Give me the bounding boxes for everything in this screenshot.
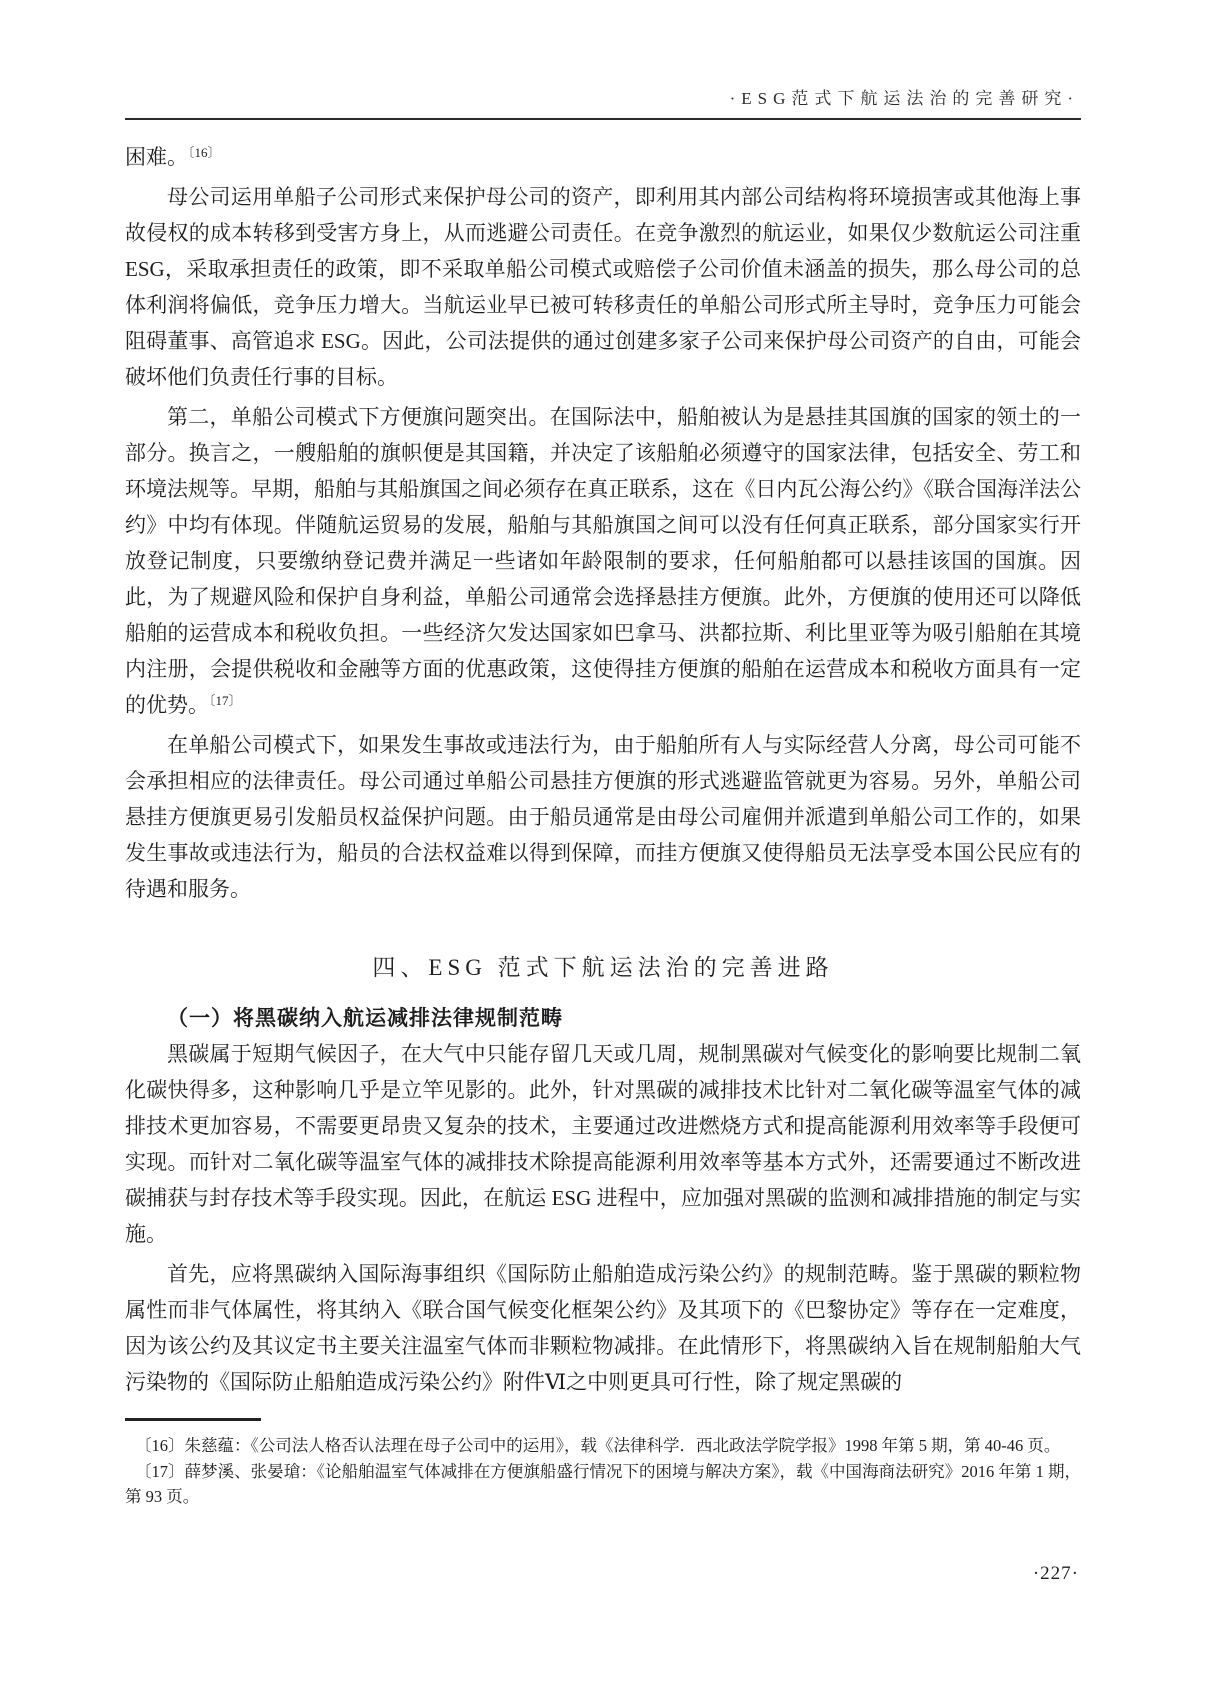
paragraph: 母公司运用单船子公司形式来保护母公司的资产，即利用其内部公司结构将环境损害或其他海上事故侵权的成本转移到受害方身上，从而逃避公司责任。在竞争激烈的航运业，如果仅少数航运公司注重 ESG，采取承担责任的政策，即不采取单船公司模式或赔偿子公司价值未涵盖的损失，那么母公司的总体利润将偏低，竞争压力增大。当航运业早已被可转移责任的单船公司形式所主导时，竞争压力可能会阻碍董事、高管追求 ESG。因此，公司法提供的通过创建多家子公司来保护母公司资产的自由，可能会破坏他们负责任行事的目标。 [125,185,1081,389]
paragraph-text: 第二，单船公司模式下方便旗问题突出。在国际法中，船舶被认为是悬挂其国旗的国家的领土的一部分。换言之，一艘船舶的旗帜便是其国籍，并决定了该船舶必须遵守的国家法律，包括安全、劳工和环境法规等。早期，船舶与其船旗国之间必须存在真正联系，这在《日内瓦公海公约》《联合国海洋法公约》中均有体现。伴随航运贸易的发展，船舶与其船旗国之间可以没有任何真正联系，部分国家实行开放登记制度，只要缴纳登记费并满足一些诸如年龄限制的要求，任何船舶都可以悬挂该国的国旗。因此，为了规避风险和保护自身利益，单船公司通常会选择悬挂方便旗。此外，方便旗的使用还可以降低船舶的运营成本和税收负担。一些经济欠发达国家如巴拿马、洪都拉斯、利比里亚等为吸引船舶在其境内注册，会提供税收和金融等方面的优惠政策，这使得挂方便旗的船舶在运营成本和税收方面具有一定的优势。 [125,405,1081,717]
paragraph: 在单船公司模式下，如果发生事故或违法行为，由于船舶所有人与实际经营人分离，母公司可能不会承担相应的法律责任。母公司通过单船公司悬挂方便旗的形式逃避监管就更为容易。另外，单船公司悬挂方便旗更易引发船员权益保护问题。由于船员通常是由母公司雇佣并派遣到单船公司工作的，如果发生事故或违法行为，船员的合法权益难以得到保障，而挂方便旗又使得船员无法享受本国公民应有的待遇和服务。 [125,733,1081,901]
paragraph: 首先，应将黑碳纳入国际海事组织《国际防止船舶造成污染公约》的规制范畴。鉴于黑碳的颗粒物属性而非气体属性，将其纳入《联合国气候变化框架公约》及其项下的《巴黎协定》等存在一定难度，因为该公约及其议定书主要关注温室气体而非颗粒物减排。在此情形下，将黑碳纳入旨在规制船舶大气污染物的《国际防止船舶造成污染公约》附件Ⅵ之中则更具可行性，除了规定黑碳的 [125,1262,1081,1394]
subsection-heading: （一）将黑碳纳入航运减排法律规制范畴 [167,1006,563,1030]
page-content [125,0,1081,1404]
footnote-ref-16: 〔16〕 [188,145,221,160]
footnote-ref-17: 〔17〕 [209,693,242,708]
running-header-title: ·ESG范式下航运法治的完善研究· [729,89,1079,108]
header-rule [125,118,1081,120]
section-heading: 四、ESG 范式下航运法治的完善进路 [372,955,834,980]
footnote-17: 〔17〕薛梦溪、张晏瑲：《论船舶温室气体减排在方便旗船盛行情况下的困境与解决方案》，载《中国海商法研究》2016 年第 1 期，第 93 页。 [125,1461,1081,1506]
footnote-16: 〔16〕朱慈蕴：《公司法人格否认法理在母子公司中的运用》，载《法律科学．西北政法学院学报》1998 年第 5 期，第 40-46 页。 [135,1436,1061,1455]
paragraph [125,399,1081,723]
paragraph-continuation [125,139,1081,175]
paragraph: 黑碳属于短期气候因子，在大气中只能存留几天或几周，规制黑碳对气候变化的影响要比规制二氧化碳快得多，这种影响几乎是立竿见影的。此外，针对黑碳的减排技术比针对二氧化碳等温室气体的减排技术更加容易，不需要更昂贵又复杂的技术，主要通过改进燃烧方式和提高能源利用效率等手段便可实现。而针对二氧化碳等温室气体的减排技术除提高能源利用效率等基本方式外，还需要通过不断改进碳捕获与封存技术等手段实现。因此，在航运 ESG 进程中，应加强对黑碳的监测和减排措施的制定与实施。 [125,1042,1081,1246]
article-body [125,139,1081,1400]
footnotes-section [125,1418,1081,1510]
footnote-separator-rule [125,1418,261,1421]
paragraph-text: 困难。 [125,145,188,169]
page-number: ·227· [1032,1563,1079,1584]
